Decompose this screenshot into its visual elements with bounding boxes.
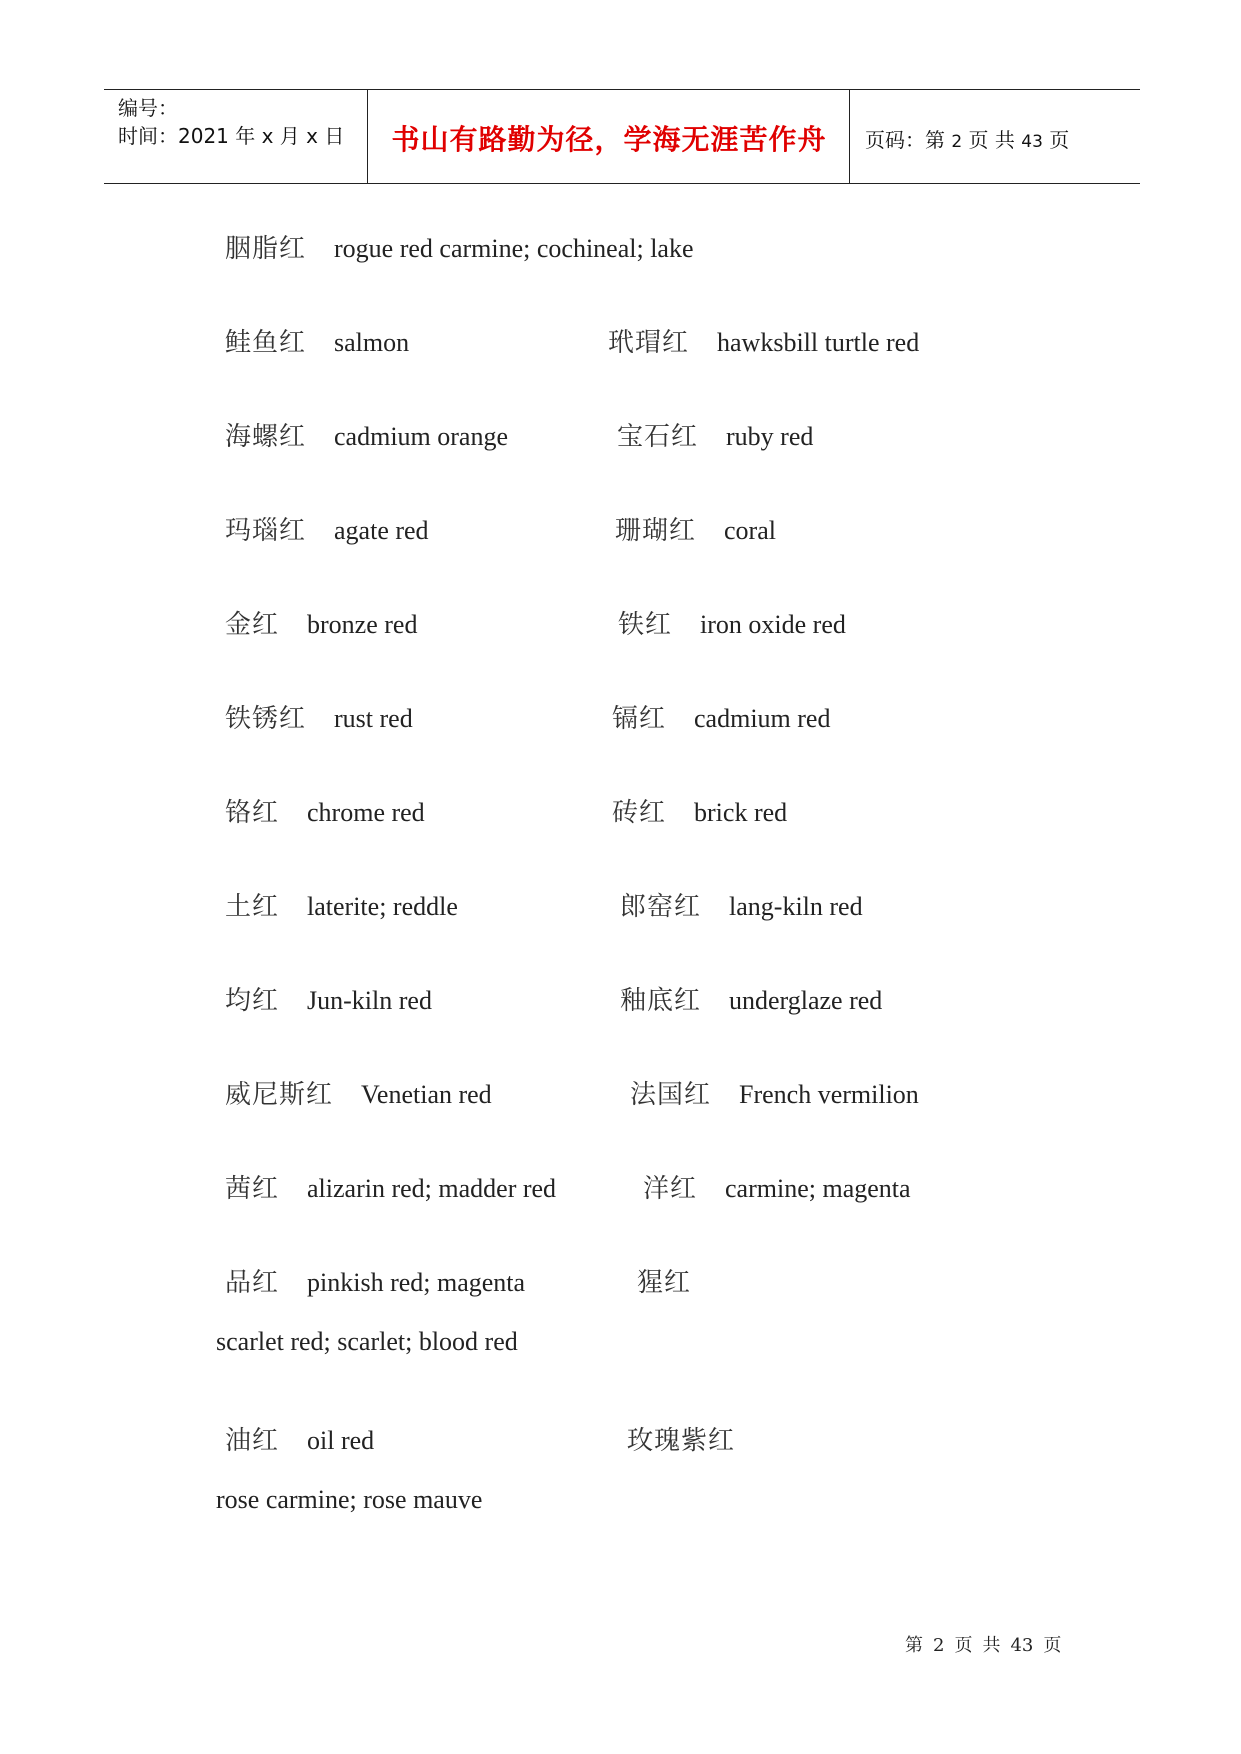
- term-entry: [225, 1168, 556, 1205]
- term-entry: [618, 604, 846, 641]
- term-chinese: 玳瑁红: [608, 328, 690, 358]
- term-entry: [612, 792, 787, 829]
- term-chinese: 铁红: [618, 610, 673, 640]
- term-chinese: 胭脂红: [225, 234, 307, 264]
- term-entry: [225, 792, 425, 829]
- term-english: chrome red: [307, 798, 425, 827]
- header-page-info: [865, 124, 1069, 153]
- term-entry: [225, 698, 413, 735]
- term-english: carmine; magenta: [725, 1174, 911, 1203]
- term-english: salmon: [334, 328, 410, 357]
- term-entry: [225, 510, 429, 547]
- term-english: brick red: [694, 798, 788, 827]
- page-prefix: 页码：第: [865, 128, 945, 152]
- term-chinese: 洋红: [643, 1174, 698, 1204]
- term-english: rogue red carmine; cochineal; lake: [334, 234, 694, 263]
- header-meta-cell: [104, 90, 368, 183]
- term-entry: [620, 980, 882, 1017]
- term-english: iron oxide red: [700, 610, 846, 639]
- header-page-cell: [851, 90, 1140, 183]
- term-entry: [225, 416, 508, 453]
- term-chinese: 海螺红: [225, 422, 307, 452]
- term-chinese: 法国红: [630, 1080, 712, 1110]
- term-english: lang-kiln red: [729, 892, 863, 921]
- header-motto-cell: [369, 90, 850, 183]
- term-chinese: 茜红: [225, 1174, 280, 1204]
- term-entry: [225, 604, 417, 641]
- term-english: pinkish red; magenta: [307, 1268, 526, 1297]
- footer-mid: 页: [954, 1635, 973, 1656]
- term-chinese: 猩红: [637, 1268, 692, 1298]
- term-english: rust red: [334, 704, 413, 733]
- term-chinese: 玫瑰紫红: [627, 1426, 736, 1456]
- term-entry: [225, 322, 409, 359]
- term-english: coral: [724, 516, 776, 545]
- term-english: Jun-kiln red: [307, 986, 432, 1015]
- term-english: cadmium orange: [334, 422, 509, 451]
- term-chinese: 砖红: [612, 798, 667, 828]
- term-english: laterite; reddle: [307, 892, 458, 921]
- term-chinese: 铬红: [225, 798, 280, 828]
- term-english-continued: rose carmine; rose mauve: [216, 1485, 483, 1514]
- term-chinese: 宝石红: [617, 422, 699, 452]
- term-entry: [225, 980, 432, 1017]
- footer-total-label: 共: [982, 1635, 1001, 1656]
- page-footer: [900, 1631, 1066, 1657]
- term-chinese: 金红: [225, 610, 280, 640]
- term-chinese: 铁锈红: [225, 704, 307, 734]
- term-english: underglaze red: [729, 986, 883, 1015]
- term-entry: [620, 886, 863, 923]
- term-entry: [225, 1074, 492, 1111]
- term-chinese: 郎窑红: [620, 892, 702, 922]
- term-chinese: 土红: [225, 892, 280, 922]
- page-mid: 页 共: [968, 128, 1015, 152]
- footer-suffix: 页: [1043, 1635, 1062, 1656]
- term-chinese: 鲑鱼红: [225, 328, 307, 358]
- term-chinese: 油红: [225, 1426, 280, 1456]
- term-english: hawksbill turtle red: [717, 328, 920, 357]
- page-total: 43: [1021, 132, 1043, 152]
- footer-total: 43: [1010, 1635, 1034, 1656]
- number-label: 编号：: [118, 96, 178, 120]
- term-entry: [627, 1420, 735, 1457]
- motto-text: 书山有路勤为径，学海无涯苦作舟: [391, 123, 827, 156]
- term-english: Venetian red: [361, 1080, 492, 1109]
- term-chinese: 珊瑚红: [615, 516, 697, 546]
- page-header: [104, 89, 1140, 184]
- term-english: oil red: [307, 1426, 375, 1455]
- term-entry: [637, 1262, 691, 1299]
- term-entry: [225, 1420, 374, 1457]
- page-suffix: 页: [1049, 128, 1070, 152]
- term-entry: [225, 228, 694, 265]
- term-english: agate red: [334, 516, 429, 545]
- term-entry: [608, 322, 919, 359]
- term-chinese: 玛瑙红: [225, 516, 307, 546]
- term-chinese: 威尼斯红: [225, 1080, 334, 1110]
- term-entry: [225, 1262, 525, 1299]
- page-number: 2: [951, 132, 963, 152]
- term-entry: [612, 698, 830, 735]
- term-english: French vermilion: [739, 1080, 919, 1109]
- term-english: alizarin red; madder red: [307, 1174, 557, 1203]
- term-chinese: 釉底红: [620, 986, 702, 1016]
- footer-prefix: 第: [905, 1635, 923, 1656]
- term-entry: [643, 1168, 911, 1205]
- term-english: cadmium red: [694, 704, 831, 733]
- term-english: ruby red: [726, 422, 814, 451]
- term-entry: [615, 510, 776, 547]
- term-chinese: 品红: [225, 1268, 280, 1298]
- term-chinese: 均红: [225, 986, 280, 1016]
- term-english-continued: scarlet red; scarlet; blood red: [216, 1327, 518, 1356]
- time-label: 时间：2021 年 x 月 x 日: [118, 124, 345, 148]
- footer-page-number: 2: [933, 1635, 945, 1656]
- term-entry: [630, 1074, 919, 1111]
- term-entry: [225, 886, 458, 923]
- term-chinese: 镉红: [612, 704, 667, 734]
- term-entry: [617, 416, 813, 453]
- term-english: bronze red: [307, 610, 418, 639]
